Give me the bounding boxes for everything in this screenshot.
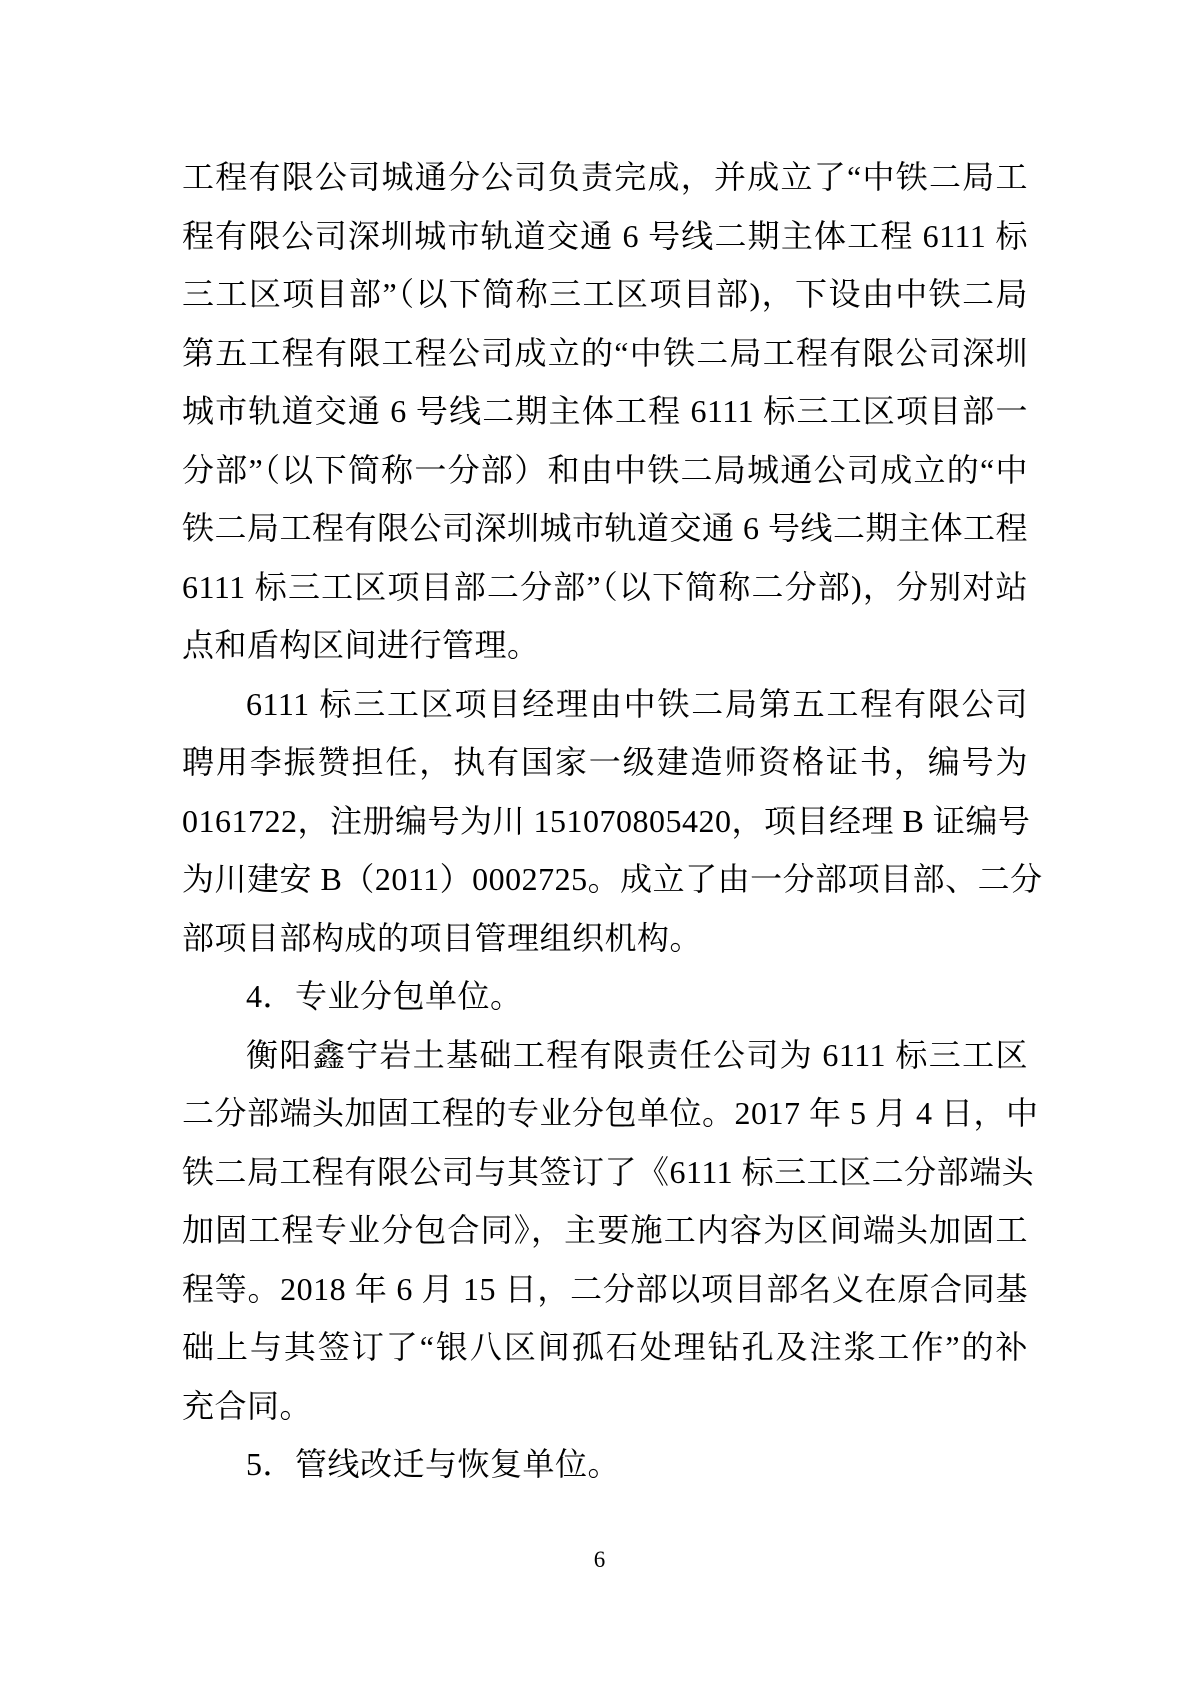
text-line: 聘用李振赞担任，执有国家一级建造师资格证书，编号为: [182, 744, 1028, 780]
text-line: 为川建安 B（2011）0002725。成立了由一分部项目部、二分: [182, 861, 1043, 897]
section-heading-4: 4．专业分包单位。: [246, 978, 523, 1014]
text-line: 加固工程专业分包合同》，主要施工内容为区间端头加固工: [182, 1212, 1028, 1248]
text-line: 6111 标三工区项目部二分部”（以下简称二分部)，分别对站: [182, 568, 1028, 605]
text-line: 部项目部构成的项目管理组织机构。: [182, 919, 703, 956]
text-line: 6111 标三工区项目经理由中铁二局第五工程有限公司: [246, 685, 1028, 722]
text-line: 分部”（以下简称一分部）和由中铁二局城通公司成立的“中: [182, 451, 1028, 488]
page-number: 6: [593, 1547, 606, 1572]
text-line: 衡阳鑫宁岩土基础工程有限责任公司为 6111 标三工区: [246, 1036, 1028, 1073]
section-heading-5: 5．管线改迁与恢复单位。: [246, 1446, 621, 1482]
document-body: [182, 148, 1043, 1494]
text-line: 铁二局工程有限公司与其签订了《6111 标三工区二分部端头: [182, 1153, 1035, 1190]
text-line: 三工区项目部”（以下简称三工区项目部)，下设由中铁二局: [182, 276, 1028, 312]
text-line: 第五工程有限工程公司成立的“中铁二局工程有限公司深圳: [182, 334, 1028, 371]
text-line: 工程有限公司城通分公司负责完成，并成立了“中铁二局工: [182, 159, 1028, 195]
text-line: 础上与其签订了“银八区间孤石处理钻孔及注浆工作”的补: [182, 1329, 1028, 1365]
text-line: 二分部端头加固工程的专业分包单位。2017 年 5 月 4 日，中: [182, 1095, 1039, 1131]
text-line: 城市轨道交通 6 号线二期主体工程 6111 标三工区项目部一: [182, 393, 1028, 429]
text-line: 0161722，注册编号为川 151070805420，项目经理 B 证编号: [182, 802, 1031, 839]
text-line: 程有限公司深圳城市轨道交通 6 号线二期主体工程 6111 标: [182, 217, 1028, 254]
text-line: 点和盾构区间进行管理。: [182, 627, 540, 663]
text-line: 铁二局工程有限公司深圳城市轨道交通 6 号线二期主体工程: [182, 510, 1029, 546]
text-line: 充合同。: [182, 1387, 313, 1424]
text-line: 程等。2018 年 6 月 15 日，二分部以项目部名义在原合同基: [182, 1270, 1028, 1307]
